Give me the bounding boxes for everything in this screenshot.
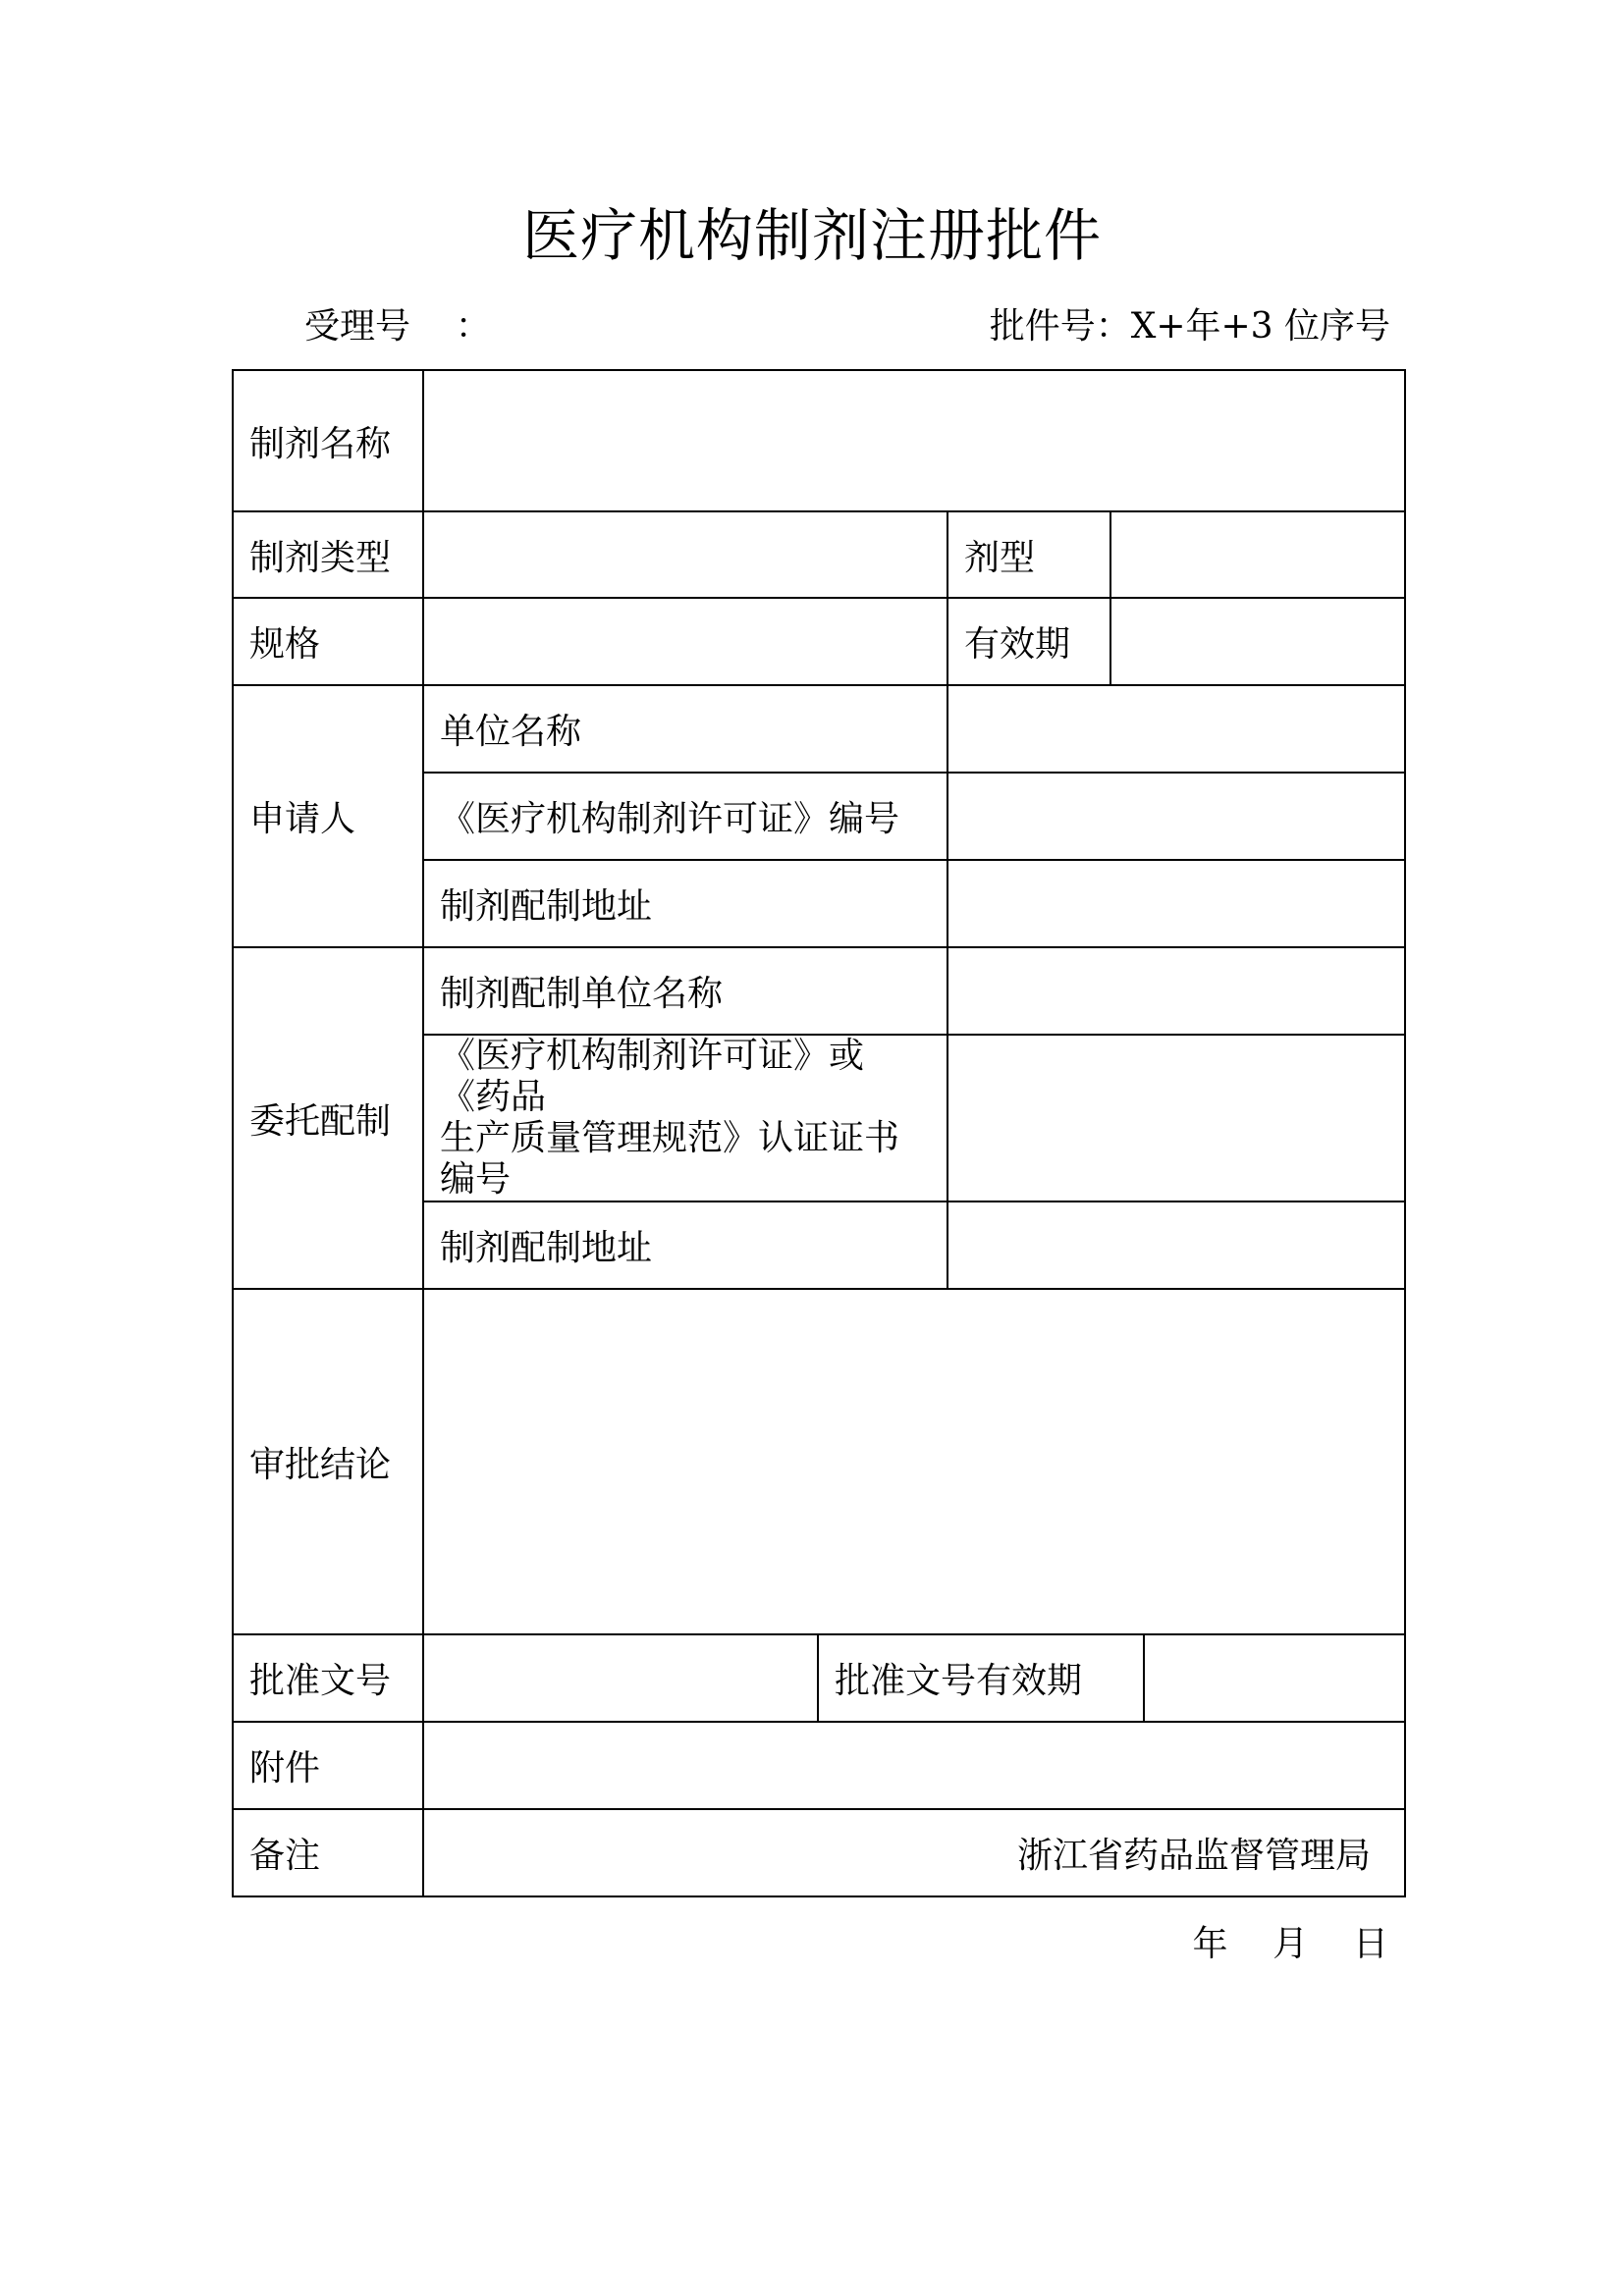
registration-form-table <box>232 369 1406 1897</box>
dosage-form-value[interactable] <box>1110 511 1405 598</box>
certificate-number-value[interactable] <box>947 1035 1405 1201</box>
prep-address-value[interactable] <box>947 860 1405 947</box>
entrusted-prep-address-label: 制剂配制地址 <box>423 1201 947 1289</box>
prep-name-value[interactable] <box>423 370 1405 511</box>
issuing-authority: 浙江省药品监督管理局 <box>1016 1836 1371 1876</box>
certificate-number-line1: 《医疗机构制剂许可证》或《药品 <box>440 1036 865 1117</box>
prep-type-label: 制剂类型 <box>233 511 423 598</box>
license-number-label: 《医疗机构制剂许可证》编号 <box>423 773 947 860</box>
remarks-label: 备注 <box>233 1809 423 1896</box>
approval-conclusion-value[interactable] <box>423 1289 1405 1634</box>
page-title: 医疗机构制剂注册批件 <box>521 202 1102 269</box>
receipt-number-label: 受理号 ： <box>304 306 491 347</box>
approval-number-label: 批件号：X+年+3 位序号 <box>989 306 1390 347</box>
spec-label: 规格 <box>233 598 423 685</box>
prep-unit-name-value[interactable] <box>947 947 1405 1035</box>
prep-name-label: 制剂名称 <box>233 370 423 511</box>
certificate-number-line2: 生产质量管理规范》认证证书编号 <box>440 1118 900 1200</box>
entrusted-prep-label: 委托配制 <box>233 947 423 1289</box>
approval-conclusion-label: 审批结论 <box>233 1289 423 1634</box>
entrusted-prep-address-value[interactable] <box>947 1201 1405 1289</box>
unit-name-label: 单位名称 <box>423 685 947 773</box>
attachment-value[interactable] <box>423 1722 1405 1809</box>
issue-date: 年 月 日 <box>1192 1924 1388 1964</box>
applicant-label: 申请人 <box>233 685 423 947</box>
validity-value[interactable] <box>1110 598 1405 685</box>
validity-label: 有效期 <box>947 598 1110 685</box>
prep-address-label: 制剂配制地址 <box>423 860 947 947</box>
approval-doc-number-label: 批准文号 <box>233 1634 423 1722</box>
prep-unit-name-label: 制剂配制单位名称 <box>423 947 947 1035</box>
approval-doc-validity-label: 批准文号有效期 <box>818 1634 1144 1722</box>
approval-doc-number-value[interactable] <box>423 1634 818 1722</box>
unit-name-value[interactable] <box>947 685 1405 773</box>
prep-type-value[interactable] <box>423 511 947 598</box>
certificate-number-label <box>423 1035 947 1201</box>
dosage-form-label: 剂型 <box>947 511 1110 598</box>
attachment-label: 附件 <box>233 1722 423 1809</box>
approval-doc-validity-value[interactable] <box>1144 1634 1405 1722</box>
spec-value[interactable] <box>423 598 947 685</box>
license-number-value[interactable] <box>947 773 1405 860</box>
